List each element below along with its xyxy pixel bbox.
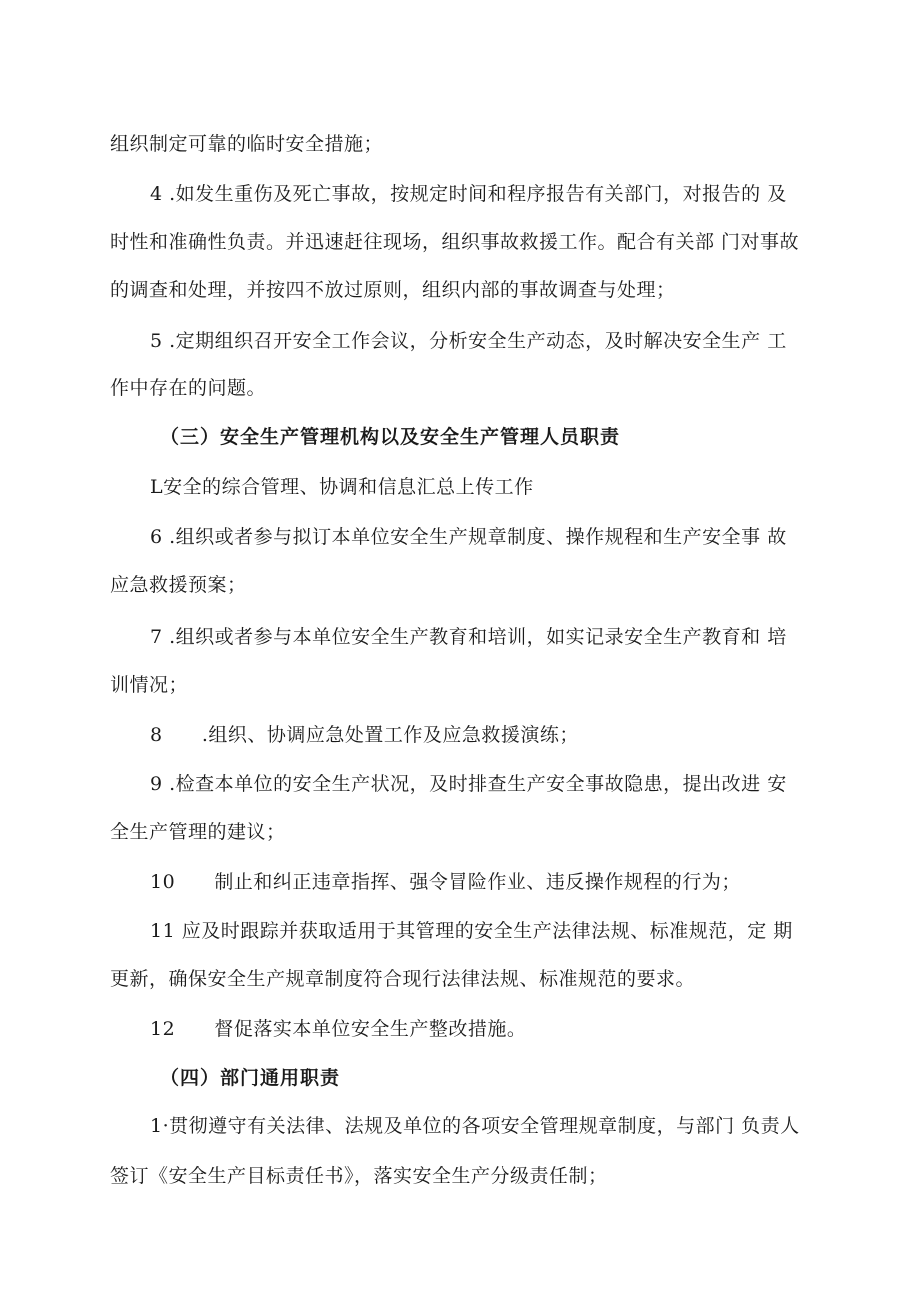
list-item-5: 5 .定期组织召开安全工作会议，分析安全生产动态，及时解决安全生产 工 bbox=[150, 330, 787, 352]
text-line: 作中存在的问题。 bbox=[110, 377, 267, 399]
section-heading-3: （三）安全生产管理机构以及安全生产管理人员职责 bbox=[160, 426, 621, 448]
list-item-1: 1·贯彻遵守有关法律、法规及单位的各项安全管理规章制度，与部门 负责人 bbox=[150, 1115, 800, 1137]
list-item-8: 8 .组织、协调应急处置工作及应急救援演练； bbox=[150, 724, 579, 746]
text-line: 时性和准确性负责。并迅速赶往现场，组织事故救援工作。配合有关部 门对事故 bbox=[110, 231, 800, 253]
text-line: 的调查和处理，并按四不放过原则，组织内部的事故调查与处理； bbox=[110, 279, 676, 301]
list-item-4: 4 .如发生重伤及死亡事故，按规定时间和程序报告有关部门，对报告的 及 bbox=[150, 183, 787, 205]
list-item-6: 6 .组织或者参与拟订本单位安全生产规章制度、操作规程和生产安全事 故 bbox=[150, 526, 787, 548]
list-item-7: 7 .组织或者参与本单位安全生产教育和培训，如实记录安全生产教育和 培 bbox=[150, 626, 787, 648]
text-line: 签订《安全生产目标责任书》，落实安全生产分级责任制； bbox=[110, 1165, 608, 1187]
list-item-11: 11 应及时跟踪并获取适用于其管理的安全生产法律法规、标准规范，定 期 bbox=[150, 920, 793, 942]
list-item-10: 10 制止和纠正违章指挥、强令冒险作业、违反操作规程的行为； bbox=[150, 871, 741, 893]
text-line: 更新，确保安全生产规章制度符合现行法律法规、标准规范的要求。 bbox=[110, 968, 696, 990]
text-line: 应急救援预案； bbox=[110, 574, 247, 596]
text-line: 全生产管理的建议； bbox=[110, 821, 286, 843]
text-line: L安全的综合管理、协调和信息汇总上传工作 bbox=[150, 476, 534, 498]
section-heading-4: （四）部门通用职责 bbox=[160, 1067, 341, 1089]
list-item-9: 9 .检查本单位的安全生产状况，及时排查生产安全事故隐患，提出改进 安 bbox=[150, 773, 787, 795]
list-item-12: 12 督促落实本单位安全生产整改措施。 bbox=[150, 1018, 527, 1040]
text-line: 训情况； bbox=[110, 674, 189, 696]
text-line: 组织制定可靠的临时安全措施； bbox=[110, 133, 384, 155]
